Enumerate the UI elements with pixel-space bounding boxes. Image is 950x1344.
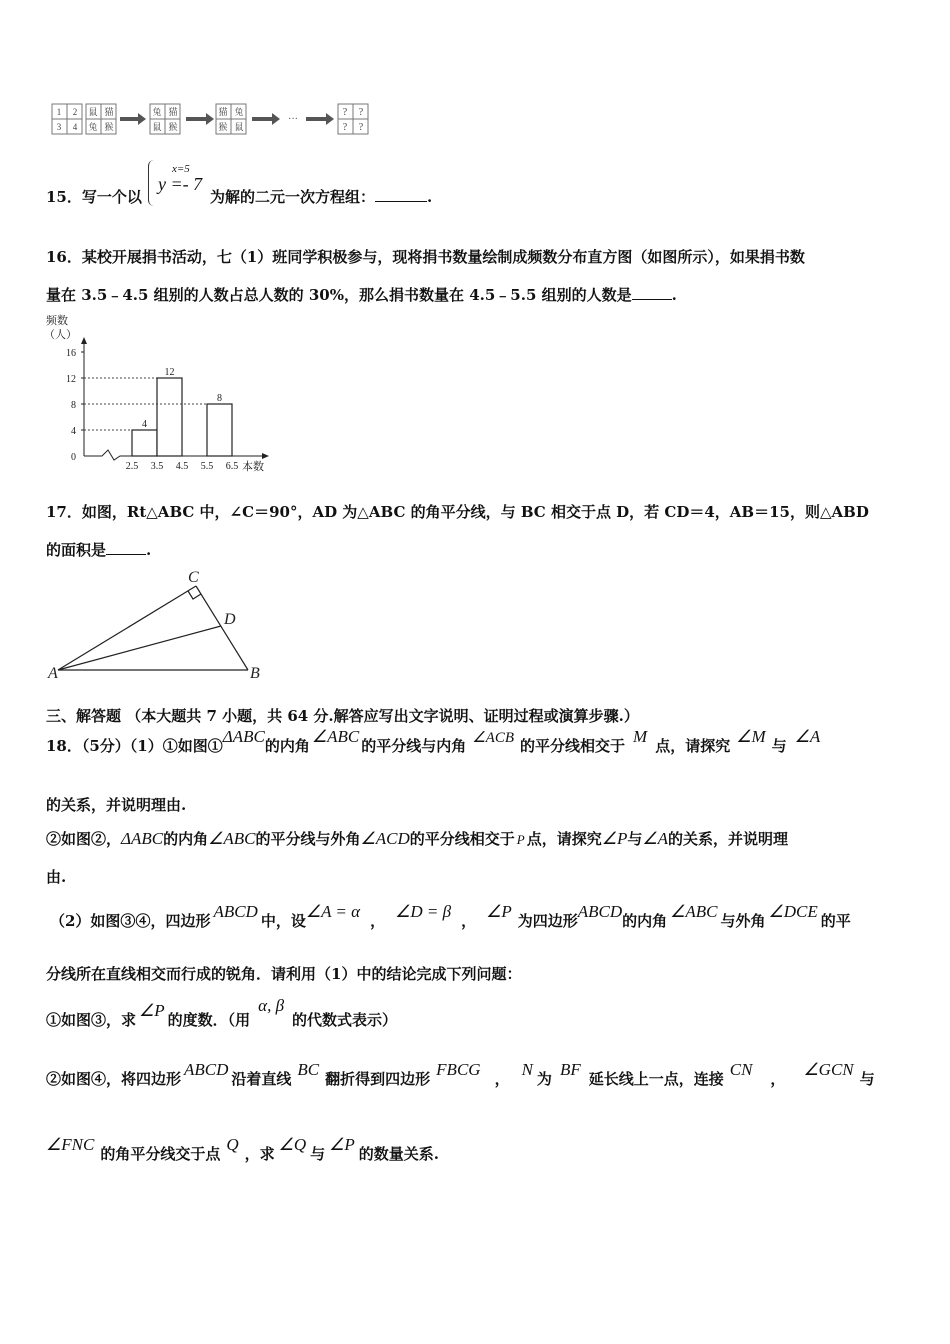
q17-end: . <box>146 541 152 559</box>
q17-line1: 17．如图，Rt△ABC 中，∠C＝90°，AD 为△ABC 的角平分线，与 BC 相交于点 D，若 CD＝4，AB＝15，则△ABD <box>46 503 869 521</box>
arrow-icon <box>120 113 146 125</box>
triangle-figure <box>42 568 272 686</box>
q18-text: 与外角 <box>720 912 766 930</box>
q18-part5-line1 <box>46 1060 875 1089</box>
q18-text: ， <box>770 1070 786 1088</box>
q15 <box>46 186 142 207</box>
x-axis-arrow <box>262 453 269 459</box>
q18-part6 <box>46 1135 440 1164</box>
math-quad-abcd: ABCD <box>184 1060 229 1079</box>
math-angle-a-alpha: ∠A = α <box>305 902 361 921</box>
q18-text: ， <box>461 912 477 930</box>
math-angle-p: ∠P <box>601 829 628 848</box>
math-angle-d-beta: ∠D = β <box>395 902 452 921</box>
q18-text: 的内角 <box>622 912 668 930</box>
q18-text: ， <box>494 1070 510 1088</box>
q15-system-top: x=5 <box>172 163 190 175</box>
math-point-n: N <box>521 1060 533 1079</box>
q18-text: 点，请探究 <box>655 737 731 755</box>
histogram-ylabel: 频数 <box>46 315 68 327</box>
segment-ac <box>58 586 196 670</box>
q16-line1: 16．某校开展捐书活动，七（1）班同学积极参与，现将捐书数量绘制成频数分布直方图（如图所示），如果捐书数 <box>46 248 805 266</box>
math-point-p: P <box>516 832 525 847</box>
q18-text: ②如图②， <box>46 830 122 848</box>
math-angle-p: ∠P <box>329 1135 355 1154</box>
q18-text: 的平 <box>820 912 851 930</box>
math-angle-p: ∠P <box>139 1001 165 1020</box>
q18-text: ，求 <box>244 1145 275 1163</box>
x-tick-label: 6.5 <box>225 461 239 472</box>
arrow-icon <box>186 113 214 125</box>
q18-part3-line1 <box>50 902 851 931</box>
y-tick-label: 4 <box>71 426 76 437</box>
math-angle-a: ∠A <box>642 829 668 848</box>
answer-blank <box>106 554 146 555</box>
histogram-chart <box>38 312 298 472</box>
label-d: D <box>224 611 236 628</box>
x-tick-label: 4.5 <box>175 461 189 472</box>
math-angle-acd: ∠ACD <box>360 829 410 848</box>
math-angle-gcn: ∠GCN <box>803 1060 854 1079</box>
grid3-cell: 鼠 <box>234 122 244 132</box>
answer-blank <box>632 299 672 300</box>
q18-part3-line2: 分线所在直线相交而行成的锐角．请利用（1）中的结论完成下列问题： <box>46 965 522 983</box>
q18-text: 18．（5分）（1）①如图① <box>46 737 223 755</box>
q18-text: 的度数．（用 <box>167 1011 251 1029</box>
grid3-cell: 兔 <box>234 107 244 117</box>
math-alpha-beta: α, β <box>258 996 285 1015</box>
math-triangle-abc: ΔABC <box>222 727 265 746</box>
math-quad-abcd: ABCD <box>213 902 258 921</box>
grid1r-cell: 兔 <box>88 122 98 132</box>
segment-cb <box>196 586 248 670</box>
grid2-cell: 猴 <box>168 122 178 132</box>
q18-text: 与 <box>859 1070 875 1088</box>
grid-sequence-figure <box>48 102 378 138</box>
q18-text: 为 <box>536 1070 552 1088</box>
arrow-icon <box>252 113 280 125</box>
bar-value-label: 4 <box>142 419 147 430</box>
q15-suffix: 为解的二元一次方程组： <box>210 188 376 206</box>
grid-last-cell: ? <box>358 122 364 133</box>
q18-part4 <box>46 996 398 1030</box>
q18-text: 延长线上一点，连接 <box>588 1070 724 1088</box>
math-angle-dce: ∠DCE <box>768 902 818 921</box>
answer-blank <box>375 201 427 202</box>
grid2-cell: 兔 <box>152 107 162 117</box>
histogram-ylabel-unit: （人） <box>44 329 77 341</box>
grid1-cell: 1 <box>56 107 62 117</box>
q18-text: 的平分线相交于 <box>520 737 626 755</box>
q16-line2-text: 量在 3.5﹣4.5 组别的人数占总人数的 30%，那么捐书数量在 4.5﹣5.5 组别的人数是 <box>46 286 632 304</box>
q16-end: . <box>671 286 677 304</box>
histogram-bar <box>132 430 157 456</box>
q17-line2-text: 的面积是 <box>46 541 107 559</box>
q18-text: 的内角 <box>264 737 310 755</box>
q18-text: 的平分线与外角 <box>255 830 361 848</box>
q18-text: 的角平分线交于点 <box>100 1145 221 1163</box>
math-line-bc: BC <box>297 1060 320 1079</box>
grid-last-cell: ? <box>342 107 348 118</box>
q16-line2 <box>46 284 677 305</box>
grid2-cell: 鼠 <box>152 122 162 132</box>
q18-part1-line1 <box>46 727 821 756</box>
bar-value-label: 12 <box>164 367 175 378</box>
y-tick-label: 0 <box>71 452 76 463</box>
grid-last-cell: ? <box>342 122 348 133</box>
section-3-heading: 三、解答题 （本大题共 7 小题，共 64 分.解答应写出文字说明、证明过程或演算步骤.） <box>46 707 639 725</box>
grid3-cell: 猫 <box>218 107 228 117</box>
q18-text: 的代数式表示） <box>292 1011 398 1029</box>
q18-text: 点，请探究 <box>526 830 602 848</box>
y-tick-label: 16 <box>66 348 76 359</box>
right-angle-mark <box>188 591 201 599</box>
grid1-cell: 4 <box>72 122 78 132</box>
grid-last-cell: ? <box>358 107 364 118</box>
label-a: A <box>48 665 58 682</box>
grid1r-cell: 鼠 <box>88 107 98 117</box>
segment-ad <box>58 626 221 670</box>
math-point-m: M <box>633 727 648 746</box>
arrow-icon <box>306 113 334 125</box>
math-angle-abc: ∠ABC <box>208 829 256 848</box>
q15-suffix-line: 为解的二元一次方程组： . <box>210 188 433 206</box>
y-tick-label: 8 <box>71 400 76 411</box>
math-quad-abcd: ABCD <box>577 902 623 921</box>
q15-prefix: 15．写一个以 <box>46 188 142 206</box>
q18-part2-line2: 由. <box>46 868 67 886</box>
q18-text: 与 <box>771 737 787 755</box>
math-angle-acb: ∠ACB <box>472 730 515 746</box>
math-segment-cn: CN <box>729 1060 753 1079</box>
q18-text: 中，设 <box>260 912 306 930</box>
math-angle-m: ∠M <box>736 727 766 746</box>
math-angle-fnc: ∠FNC <box>46 1135 95 1154</box>
q18-text: 的数量关系. <box>358 1145 440 1163</box>
q18-text: ， <box>370 912 386 930</box>
q18-text: ②如图④，将四边形 <box>46 1070 182 1088</box>
math-angle-abc: ∠ABC <box>311 727 360 746</box>
bar-value-label: 8 <box>217 393 222 404</box>
grid3-cell: 猴 <box>218 122 228 132</box>
math-point-q: Q <box>226 1135 239 1154</box>
math-angle-p: ∠P <box>486 902 512 921</box>
q18-text: 与 <box>627 830 643 848</box>
q18-text: 的关系，并说明理 <box>668 830 789 848</box>
math-quad-fbcg: FBCG <box>436 1060 481 1079</box>
math-angle-a: ∠A <box>794 727 821 746</box>
grid1-cell: 3 <box>56 122 62 132</box>
x-tick-label: 5.5 <box>200 461 214 472</box>
q15-system-brace <box>148 160 155 206</box>
math-angle-abc: ∠ABC <box>670 902 718 921</box>
q18-text: （2）如图③④，四边形 <box>50 912 211 930</box>
grid1-cell: 2 <box>72 107 78 117</box>
grid2-cell: 猫 <box>168 107 178 117</box>
histogram-bar <box>207 404 232 456</box>
q17-line2 <box>46 539 151 560</box>
label-c: C <box>188 569 199 586</box>
math-triangle-abc: ΔABC <box>121 829 164 848</box>
y-axis-arrow <box>81 337 87 344</box>
q18-text: ①如图③，求 <box>46 1011 137 1029</box>
q15-system-bottom: y =- 7 <box>158 174 203 194</box>
q18-part2-line1 <box>46 828 788 849</box>
q18-text: 的内角 <box>163 830 209 848</box>
math-segment-bf: BF <box>559 1060 581 1079</box>
y-tick-label: 12 <box>66 374 76 385</box>
x-tick-label: 2.5 <box>125 461 139 472</box>
q18-text: 与 <box>310 1145 326 1163</box>
q18-text: 为四边形 <box>517 912 578 930</box>
q18-text: 翻折得到四边形 <box>325 1070 431 1088</box>
q18-part1-line2: 的关系，并说明理由. <box>46 796 187 814</box>
histogram-xlabel: 本数 <box>242 461 264 472</box>
math-angle-q: ∠Q <box>278 1135 307 1154</box>
grid1r-cell: 猫 <box>104 107 114 117</box>
histogram-bar <box>157 378 182 456</box>
x-tick-label: 3.5 <box>150 461 164 472</box>
grid1r-cell: 猴 <box>104 122 114 132</box>
q18-text: 的平分线相交于 <box>409 830 515 848</box>
label-b: B <box>250 665 260 682</box>
ellipsis: ··· <box>288 114 298 125</box>
q18-text: 的平分线与内角 <box>361 737 467 755</box>
q18-text: 沿着直线 <box>231 1070 292 1088</box>
